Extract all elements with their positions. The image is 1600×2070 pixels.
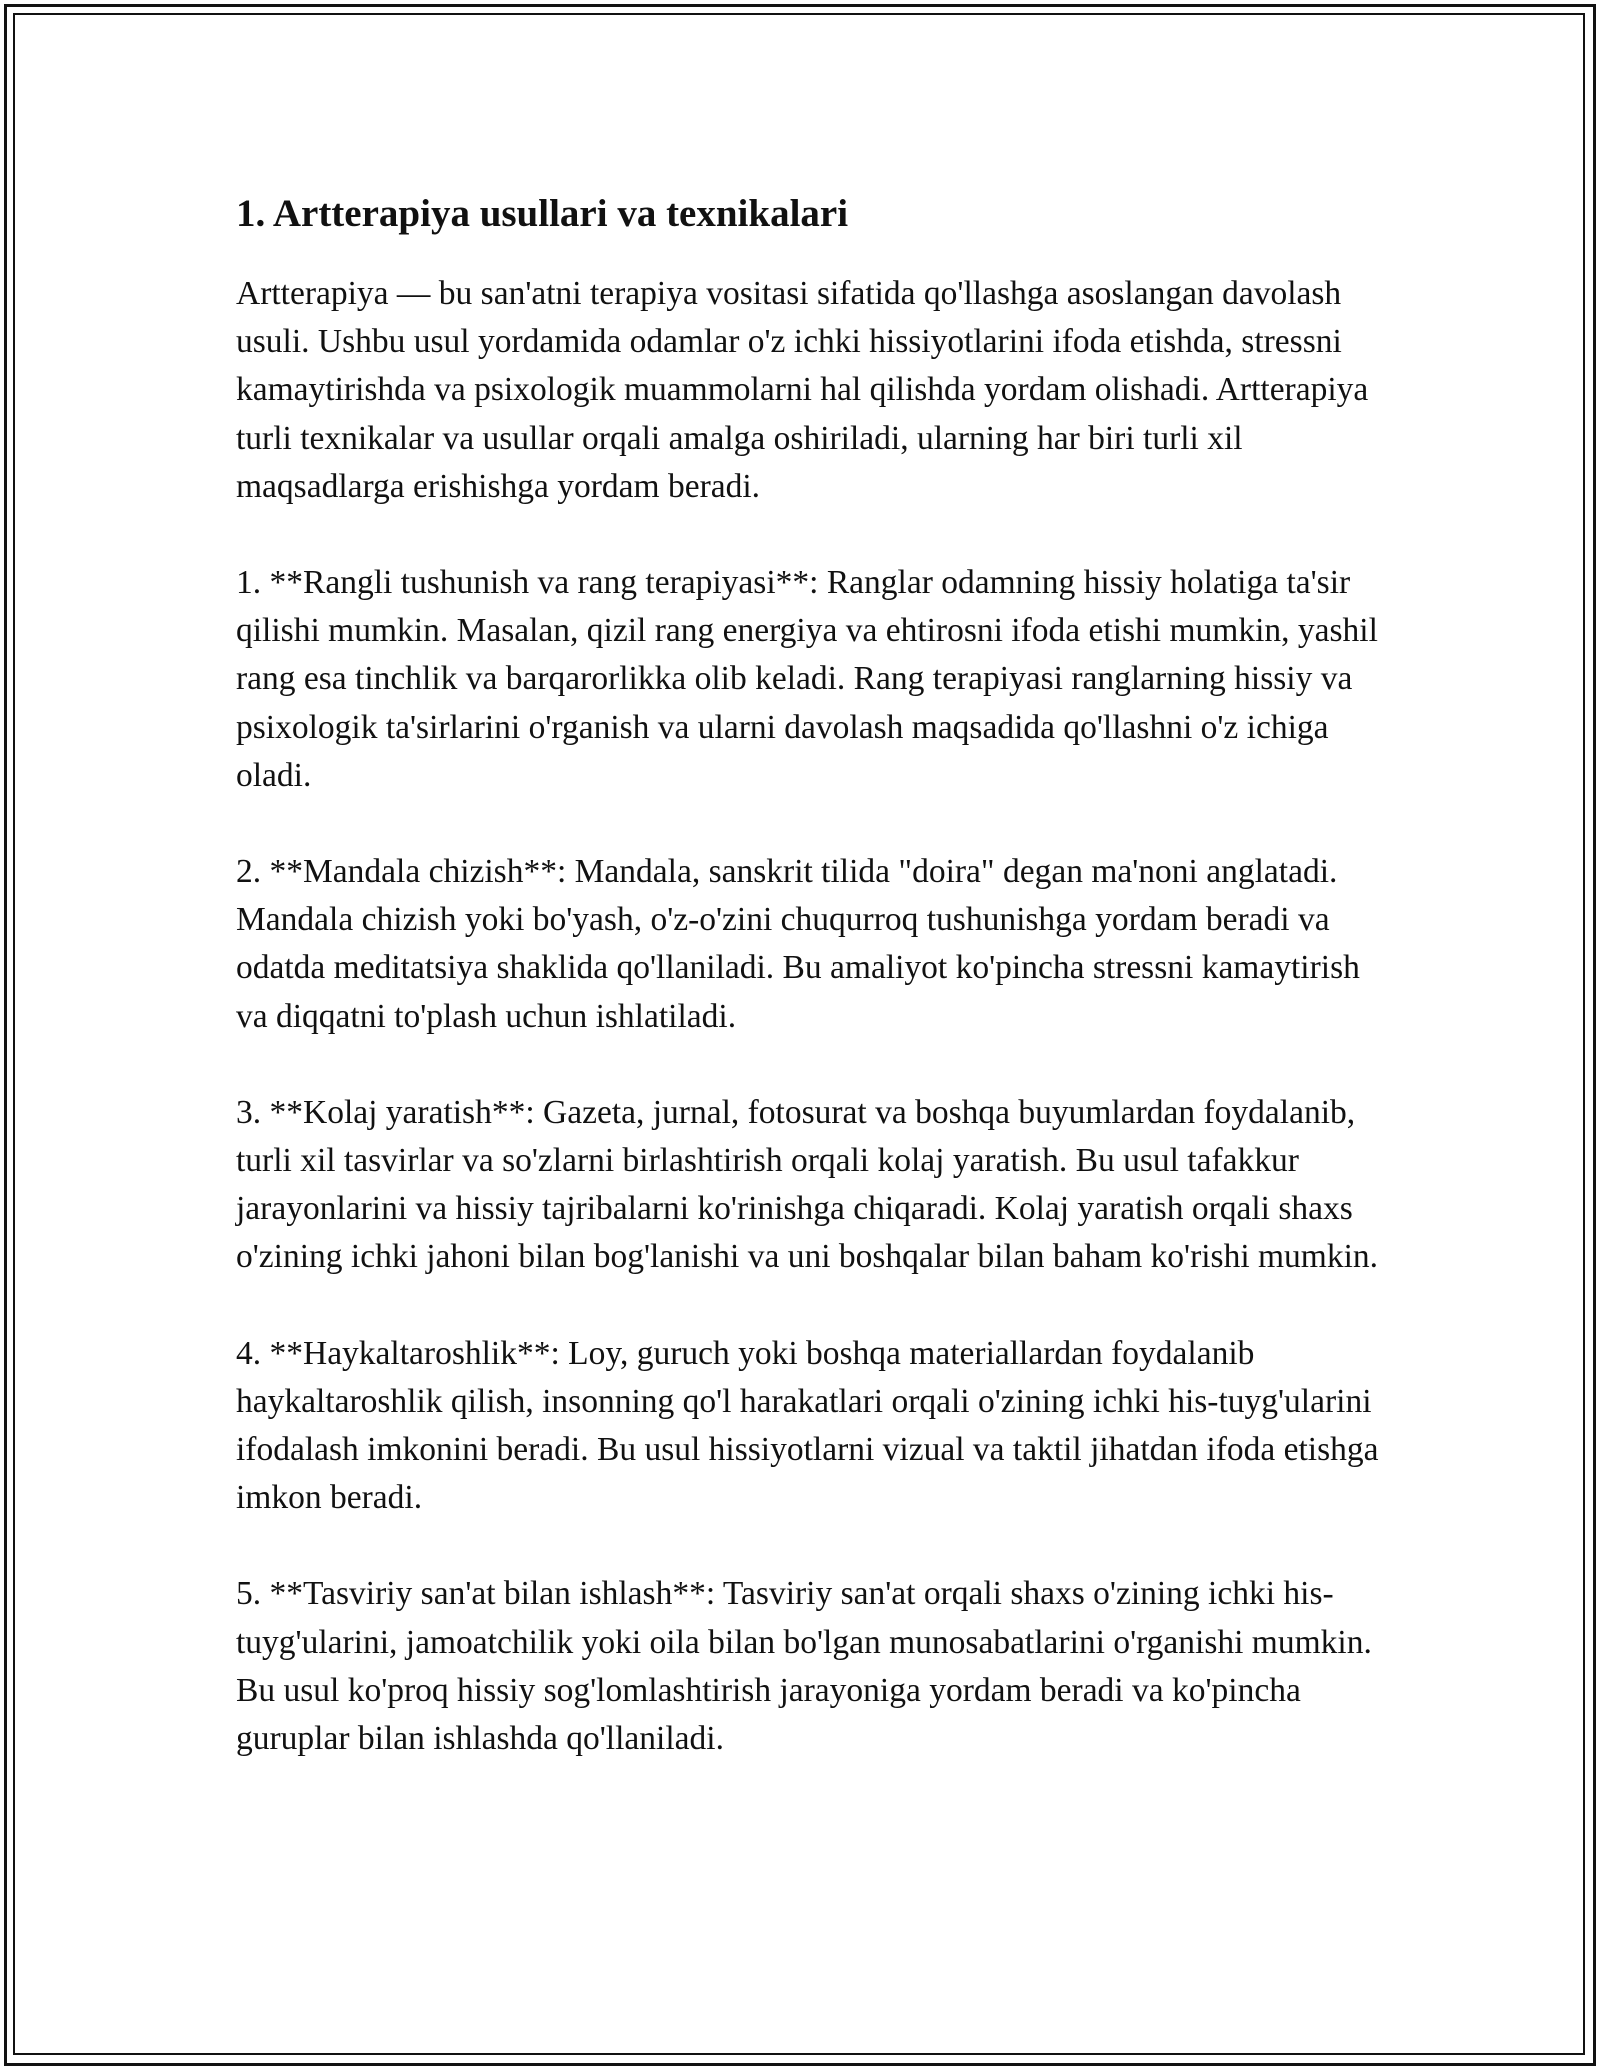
list-item-fine-art: 5. **Tasviriy san'at bilan ishlash**: Tasviriy san'at orqali shaxs o'zining ichki his-tuyg'ularini, jamoatchilik yoki oila bilan bo'lgan munosabatlarini o'rganishi mumkin. Bu usul ko'proq hissiy sog'lomlashtirish jarayoniga yordam beradi va ko'pincha guruplar bilan ishlashda qo'llaniladi. [236, 1575, 1372, 1758]
document-body [236, 186, 1386, 1811]
list-item-mandala: 2. **Mandala chizish**: Mandala, sanskrit tilida "doira" degan ma'noni anglatadi. Mandala chizish yoki bo'yash, o'z-o'zini chuqurroq tushunishga yordam beradi va odatda meditatsiya shaklida qo'llaniladi. Bu amaliyot ko'pincha stressni kamaytirish va diqqatni to'plash uchun ishlatiladi. [236, 853, 1360, 1035]
list-item-sculpture: 4. **Haykaltaroshlik**: Loy, guruch yoki boshqa materiallardan foydalanib haykaltaroshlik qilish, insonning qo'l harakatlari orqali o'zining ichki his-tuyg'ularini ifodalash imkonini beradi. Bu usul hissiyotlarni vizual va taktil jihatdan ifoda etishga imkon beradi. [236, 1334, 1379, 1517]
list-item-color-therapy: 1. **Rangli tushunish va rang terapiyasi**: Ranglar odamning hissiy holatiga ta'sir qilishi mumkin. Masalan, qizil rang energiya va ehtirosni ifoda etishi mumkin, yashil rang esa tinchlik va barqarorlikka olib keladi. Rang terapiyasi ranglarning hissiy va psixologik ta'sirlarini o'rganish va ularni davolash maqsadida qo'llashni o'z ichiga oladi. [236, 564, 1378, 794]
list-item-collage: 3. **Kolaj yaratish**: Gazeta, jurnal, fotosurat va boshqa buyumlardan foydalanib, turli xil tasvirlar va so'zlarni birlashtirish orqali kolaj yaratish. Bu usul tafakkur jarayonlarini va hissiy tajribalarni ko'rinishga chiqaradi. Kolaj yaratish orqali shaxs o'zining ichki jahoni bilan bog'lanishi va uni boshqalar bilan baham ko'rishi mumkin. [236, 1093, 1379, 1276]
section-title: 1. Artterapiya usullari va texnikalari [236, 192, 849, 235]
intro-paragraph: Artterapiya — bu san'atni terapiya vositasi sifatida qo'llashga asoslangan davolash usuli. Ushbu usul yordamida odamlar o'z ichki hissiyotlarini ifoda etishda, stressni kamaytirishda va psixologik muammolarni hal qilishda yordam olishadi. Artterapiya turli texnikalar va usullar orqali amalga oshiriladi, ularning har biri turli xil maqsadlarga erishishga yordam beradi. [236, 275, 1369, 505]
